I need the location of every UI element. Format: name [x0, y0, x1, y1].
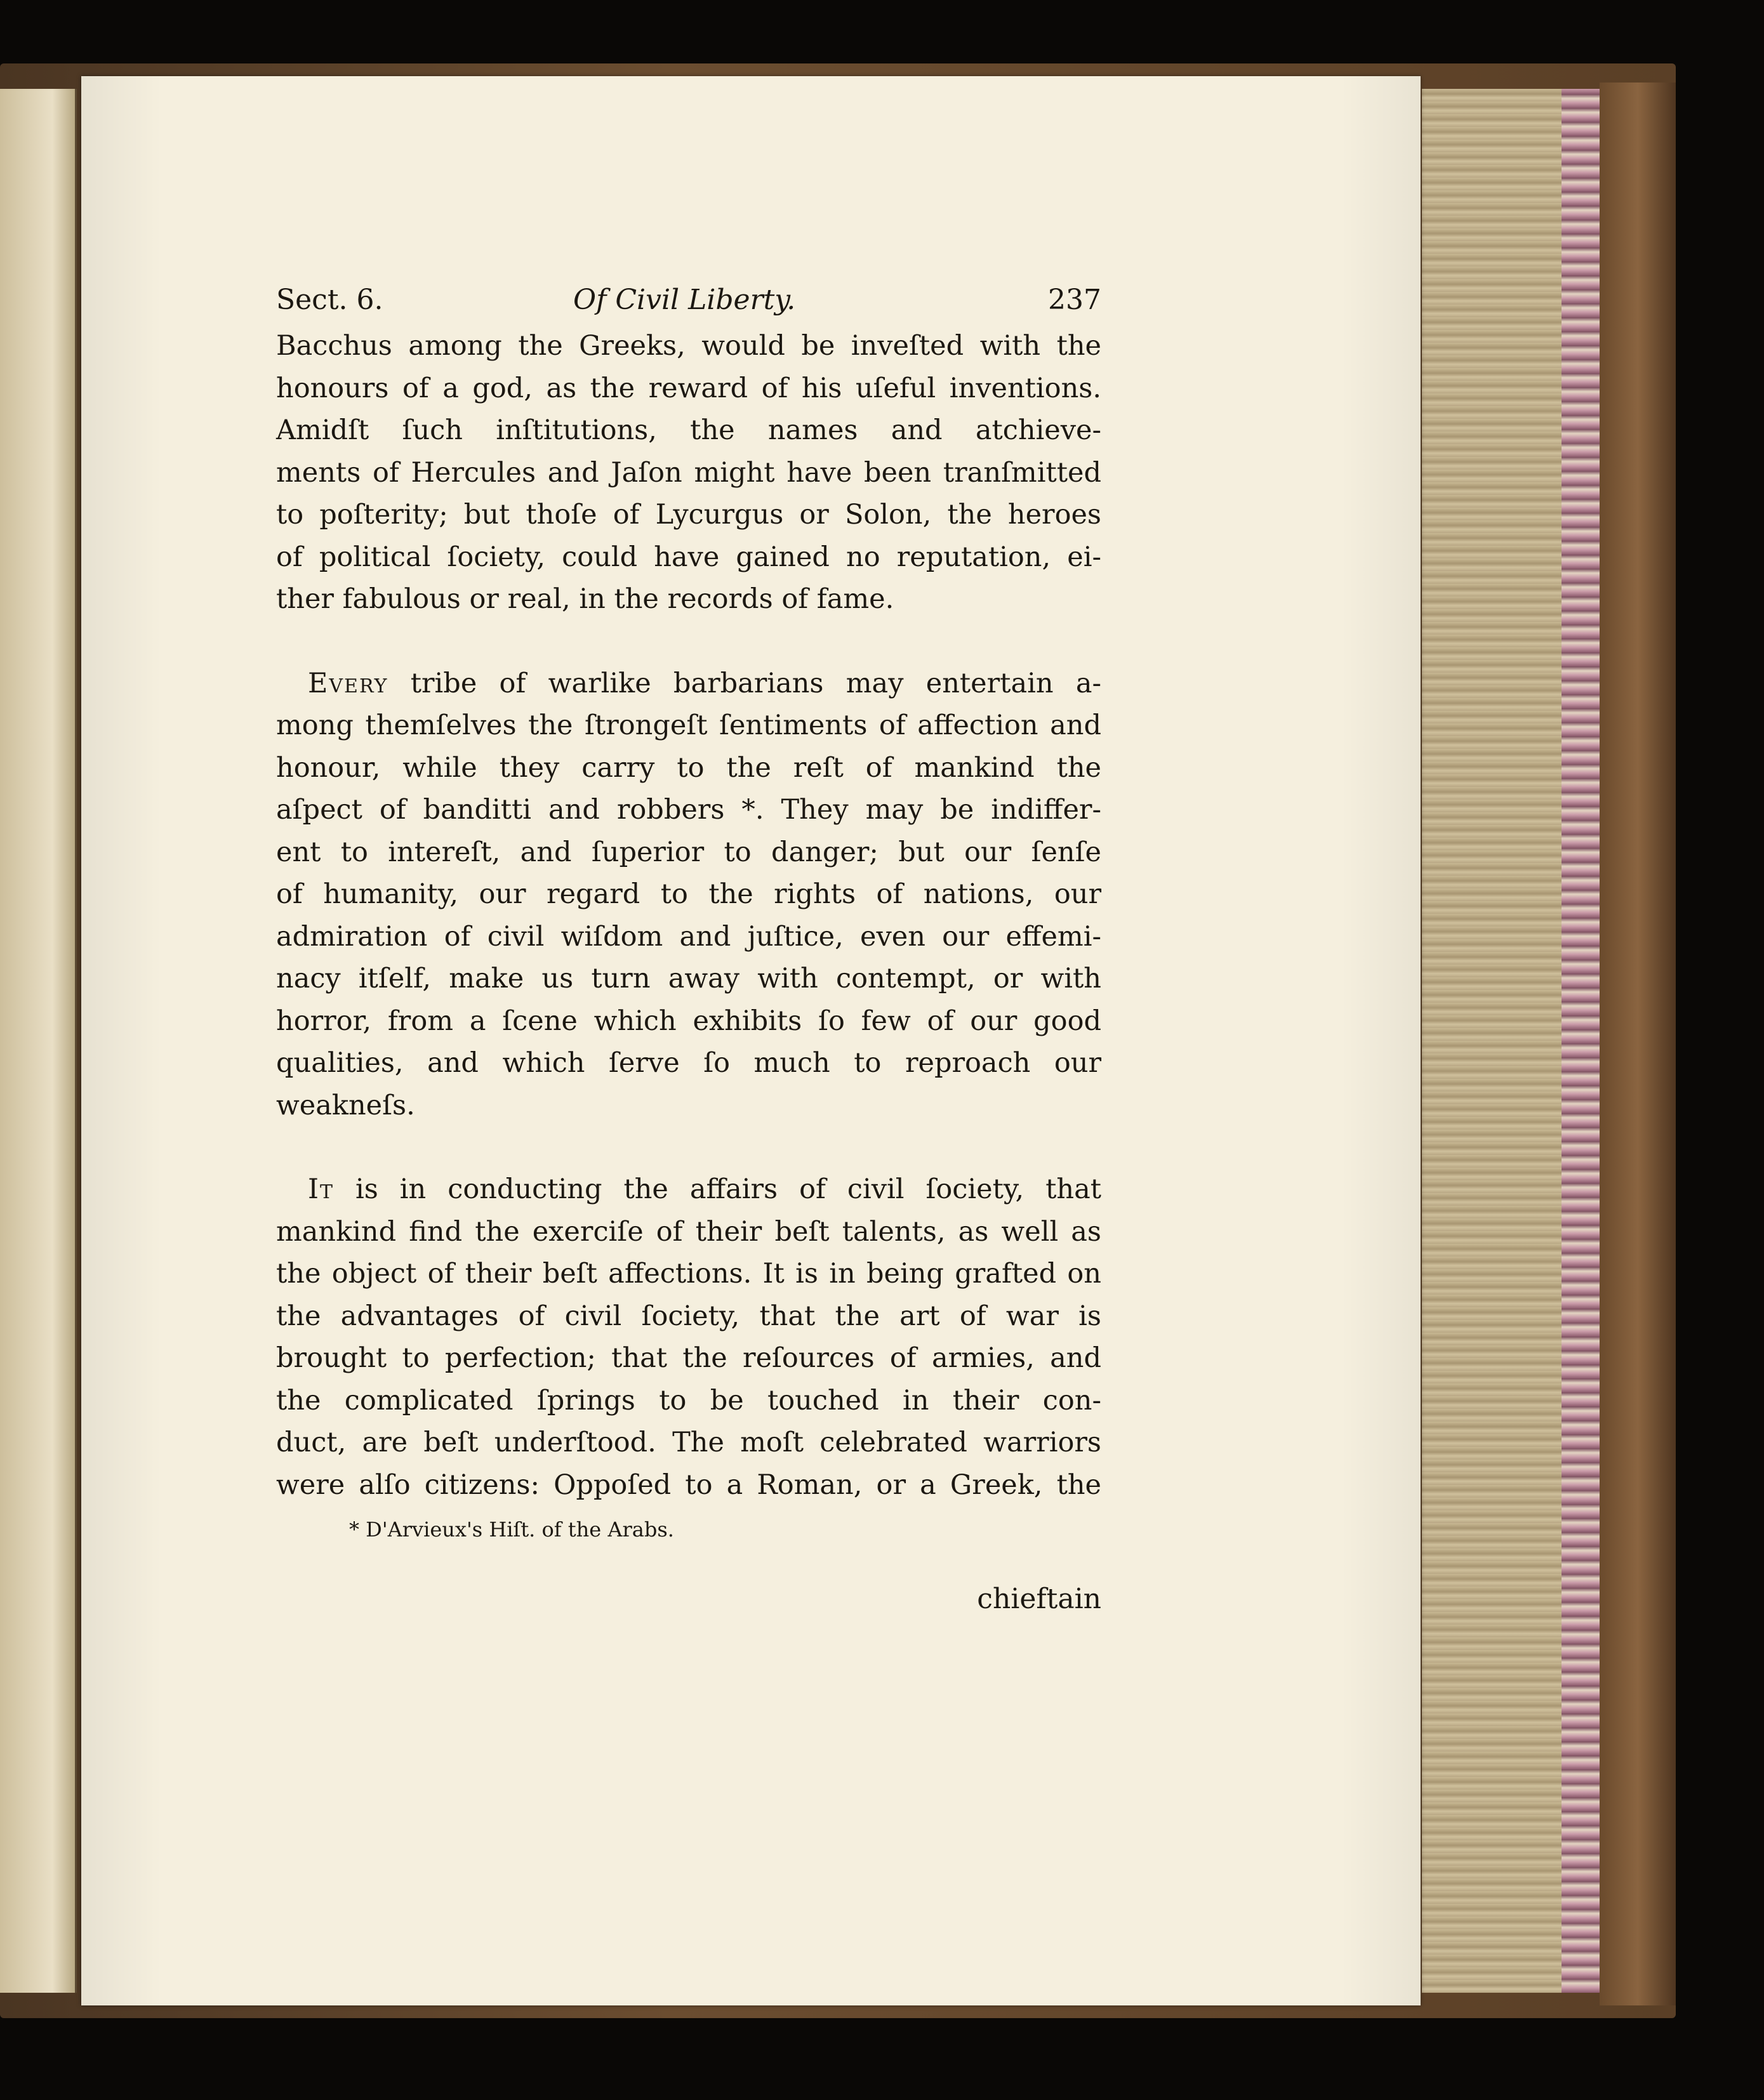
text-line: nacy itſelf, make us turn away with contempt, or with: [276, 963, 1101, 994]
text-line: were alſo citizens: Oppoſed to a Roman, or a Greek, the: [276, 1469, 1101, 1501]
text-line: Amidſt ſuch inſtitutions, the names and atchieve-: [276, 414, 1101, 446]
paragraph-lead-word: It: [308, 1173, 334, 1205]
catchword: chieftain: [977, 1583, 1101, 1615]
page-number: 237: [1048, 284, 1101, 316]
text-line: aſpect of banditti and robbers *. They may be indiffer-: [276, 794, 1101, 826]
paragraph-lead-word: Every: [308, 667, 388, 699]
book-board-edge: [1600, 83, 1676, 2005]
text-line: [276, 1168, 1101, 1211]
text-line: the advantages of civil ſociety, that the art of war is: [276, 1300, 1101, 1332]
text-line: admiration of civil wiſdom and juſtice, even our effemi-: [276, 920, 1101, 953]
text-line: brought to perfection; that the reſources of armies, and: [276, 1342, 1101, 1374]
text-line: ent to intereſt, and ſuperior to danger; but our ſenſe: [276, 836, 1101, 868]
text-line: honour, while they carry to the reſt of mankind the: [276, 751, 1101, 784]
text-line: of humanity, our regard to the rights of nations, our: [276, 878, 1101, 910]
facing-page-edge: [0, 89, 77, 1993]
page-text-block: [276, 279, 1101, 1621]
footnote: * D'Arvieux's Hiſt. of the Arabs.: [349, 1517, 674, 1542]
running-header: [276, 279, 1101, 325]
text-line: the complicated ſprings to be touched in their con-: [276, 1384, 1101, 1417]
text-line: mong themſelves the ſtrongeſt ſentiments of affection and: [276, 710, 1101, 741]
text-line: the object of their beſt affections. It is in being grafted on: [276, 1258, 1101, 1290]
text-line: Bacchus among the Greeks, would be inveſted with the: [276, 330, 1101, 362]
text-line: duct, are beſt underſtood. The moſt celebrated warriors: [276, 1427, 1101, 1458]
text-line: mankind find the exerciſe of their beſt talents, as well as: [276, 1215, 1101, 1248]
text-line-rest: tribe of warlike barbarians may entertain a-: [388, 667, 1101, 699]
text-line: ther fabulous or real, in the records of fame.: [276, 583, 894, 615]
paragraph-3: [276, 1168, 1101, 1506]
text-line: ments of Hercules and Jaſon might have been tranſmitted: [276, 456, 1101, 489]
text-line: horror, from a ſcene which exhibits ſo few of our good: [276, 1005, 1101, 1037]
page-fore-edge: [1422, 89, 1600, 1993]
running-title: Of Civil Liberty.: [573, 284, 796, 316]
text-line-rest: is in conducting the affairs of civil ſociety, that: [334, 1173, 1101, 1205]
paragraph-1: [276, 325, 1101, 621]
text-line: qualities, and which ſerve ſo much to reproach our: [276, 1047, 1101, 1079]
text-line: of political ſociety, could have gained no reputation, ei-: [276, 541, 1101, 573]
text-line: to poſterity; but thoſe of Lycurgus or Solon, the heroes: [276, 499, 1101, 531]
text-line: honours of a god, as the reward of his uſeful inventions.: [276, 372, 1101, 404]
text-line: [276, 663, 1101, 705]
section-label: Sect. 6.: [276, 284, 383, 316]
text-line: weakneſs.: [276, 1089, 415, 1121]
paragraph-2: [276, 663, 1101, 1127]
